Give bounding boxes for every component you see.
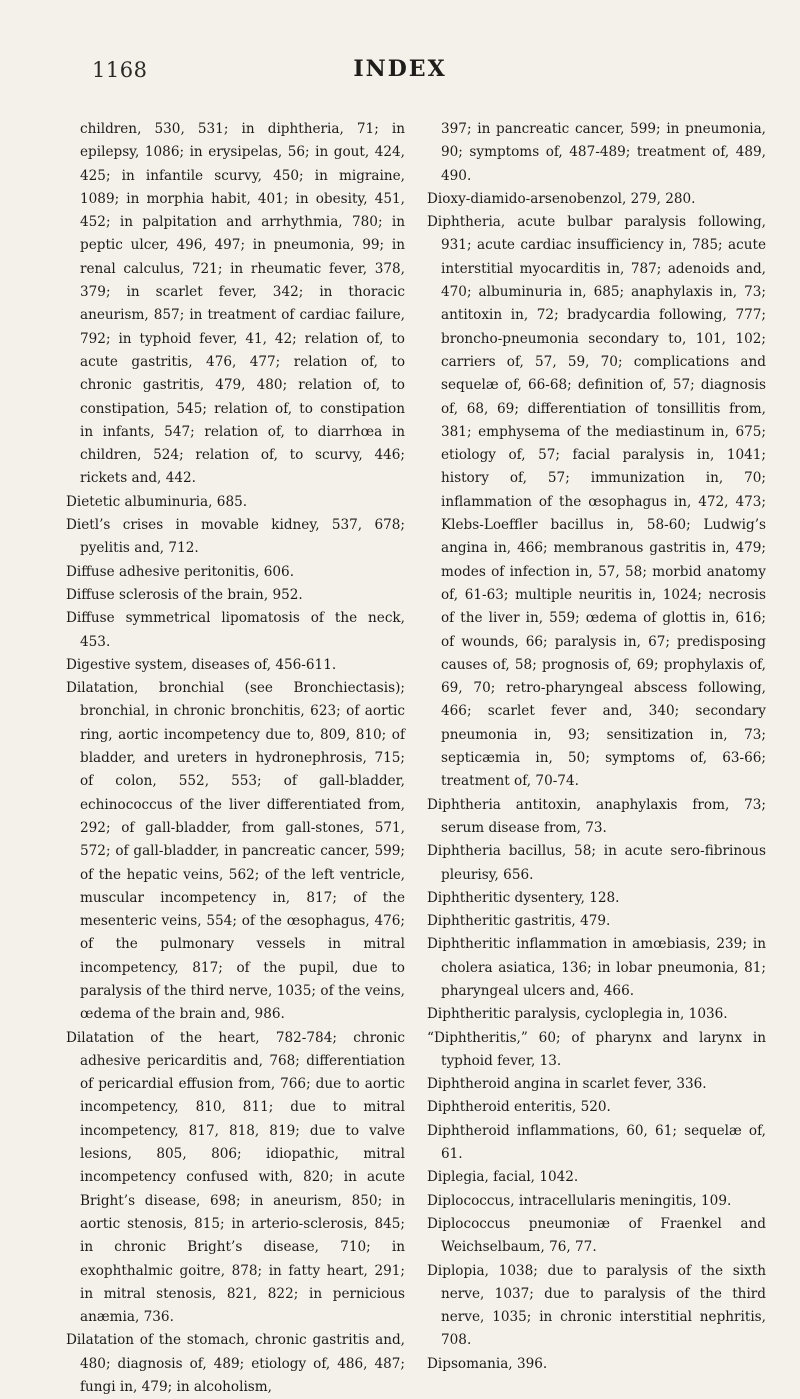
index-entry: Diplopia, 1038; due to paralysis of the sixth nerve, 1037; due to paralysis of the third nerve, 1035; in chronic interstitial nephritis, 708.: [427, 1262, 766, 1349]
index-entry: Dilatation, bronchial (see Bronchiectasis); bronchial, in chronic bronchitis, 623; of aortic ring, aortic incompetency due to, 809, 810; of bladder, and ureters in hydronephrosis, 715; of colon, 552, 553; of gall-bladder, echinococcus of the liver differentiated from, 292; of gall-bladder, from gall-stones, 571, 572; of gall-bladder, in pancreatic cancer, 599; of the hepatic veins, 562; of the left ventricle, muscular incompetency in, 817; of the mesenteric veins, 554; of the œsophagus, 476; of the pulmonary vessels in mitral incompetency, 817; of the pupil, due to paralysis of the third nerve, 1035; of the veins, œdema of the brain and, 986.: [66, 680, 405, 1023]
right-column: [427, 118, 766, 1399]
index-entry: Diplococcus, intracellularis meningitis, 109.: [427, 1192, 732, 1209]
index-entry: Diphtheria antitoxin, anaphylaxis from, 73; serum disease from, 73.: [427, 796, 766, 836]
index-entry: Digestive system, diseases of, 456-611.: [66, 656, 337, 673]
index-entry: 397; in pancreatic cancer, 599; in pneumonia, 90; symptoms of, 487-489; treatment of, 489, 490.: [441, 121, 766, 184]
index-entry: Dietl’s crises in movable kidney, 537, 678; pyelitis and, 712.: [66, 517, 405, 557]
index-entry: children, 530, 531; in diphtheria, 71; in epilepsy, 1086; in erysipelas, 56; in gout, 424, 425; in infantile scurvy, 450; in migraine, 1089; in morphia habit, 401; in obesity, 451, 452; in palpitation and arrhythmia, 780; in peptic ulcer, 496, 497; in pneumonia, 99; in renal calculus, 721; in rheumatic fever, 378, 379; in scarlet fever, 342; in thoracic aneurism, 857; in treatment of cardiac failure, 792; in typhoid fever, 41, 42; relation of, to acute gastritis, 476, 477; relation of, to chronic gastritis, 479, 480; relation of, to constipation, 545; relation of, to constipation in infants, 547; relation of, to diarrhœa in children, 524; relation of, to scurvy, 446; rickets and, 442.: [80, 121, 405, 487]
index-entry: Dietetic albuminuria, 685.: [66, 493, 248, 510]
index-columns: [66, 118, 766, 1399]
index-entry: Diphtheria bacillus, 58; in acute sero-fibrinous pleurisy, 656.: [427, 843, 766, 883]
index-entry: Dipsomania, 396.: [427, 1355, 548, 1372]
index-entry: Diphtheroid inflammations, 60, 61; sequelæ of, 61.: [427, 1122, 766, 1163]
index-entry: Diphtheritic paralysis, cycloplegia in, 1036.: [427, 1006, 728, 1023]
index-entry: Diphtheritic dysentery, 128.: [427, 889, 620, 906]
index-entry: Diphtheroid enteritis, 520.: [427, 1099, 611, 1116]
page-number: 1168: [92, 58, 148, 82]
index-entry: Diphtheria, acute bulbar paralysis following, 931; acute cardiac insufficiency in, 785; acute interstitial myocarditis in, 787; adenoids and, 470; albuminuria in, 685; anaphylaxis in, 73; antitoxin in, 72; bradycardia following, 777; broncho-pneumonia secondary to, 101, 102; carriers of, 57, 59, 70; complications and sequelæ of, 66-68; definition of, 57; diagnosis of, 68, 69; differentiation of tonsillitis from, 381; emphysema of the mediastinum in, 675; etiology of, 57; facial paralysis in, 1041; history of, 57; immunization in, 70; inflammation of the œsophagus in, 472, 473; Klebs-Loeffler bacillus in, 58-60; Ludwig’s angina in, 466; membranous gastritis in, 479; modes of infection in, 57, 58; morbid anatomy of, 61-63; multiple neuritis in, 1024; necrosis of the liver in, 559; œdema of glottis in, 616; of wounds, 66; paralysis in, 67; predisposing causes of, 58; prognosis of, 69; prophylaxis of, 69, 70; retro-pharyngeal abscess following, 466; scarlet fever and, 340; secondary pneumonia in, 93; sensitization in, 73; septicæmia in, 50; symptoms of, 63-66; treatment of, 70-74.: [427, 214, 766, 790]
index-entry: Diplococcus pneumoniæ of Fraenkel and Weichselbaum, 76, 77.: [427, 1215, 766, 1256]
left-column: [66, 118, 405, 1399]
index-entry: Diffuse symmetrical lipomatosis of the neck, 453.: [66, 610, 405, 650]
index-entry: Diffuse adhesive peritonitis, 606.: [66, 563, 295, 580]
index-entry: Diffuse sclerosis of the brain, 952.: [66, 586, 303, 603]
index-entry: Diplegia, facial, 1042.: [427, 1169, 579, 1186]
index-entry: Diphtheritic inflammation in amœbiasis, 239; in cholera asiatica, 136; in lobar pneumonia, 81; pharyngeal ulcers and, 466.: [427, 936, 766, 999]
index-entry: Dilatation of the heart, 782-784; chronic adhesive pericarditis and, 768; differentiation of pericardial effusion from, 766; due to aortic incompetency, 810, 811; due to mitral incompetency, 817, 818, 819; due to valve lesions, 805, 806; idiopathic, mitral incompetency confused with, 820; in acute Bright’s disease, 698; in aneurism, 850; in aortic stenosis, 815; in arterio-sclerosis, 845; in chronic Bright’s disease, 710; in exophthalmic goitre, 878; in fatty heart, 291; in mitral stenosis, 821, 822; in pernicious anæmia, 736.: [66, 1029, 405, 1326]
index-entry: Diphtheroid angina in scarlet fever, 336.: [427, 1076, 707, 1093]
index-entry: Diphtheritic gastritis, 479.: [427, 913, 611, 930]
running-title: INDEX: [353, 56, 447, 82]
index-entry: Dilatation of the stomach, chronic gastritis and, 480; diagnosis of, 489; etiology of, 486, 487; fungi in, 479; in alcoholism,: [66, 1332, 405, 1396]
index-entry: “Diphtheritis,” 60; of pharynx and larynx in typhoid fever, 13.: [427, 1029, 766, 1069]
index-entry: Dioxy-diamido-arsenobenzol, 279, 280.: [427, 190, 696, 207]
